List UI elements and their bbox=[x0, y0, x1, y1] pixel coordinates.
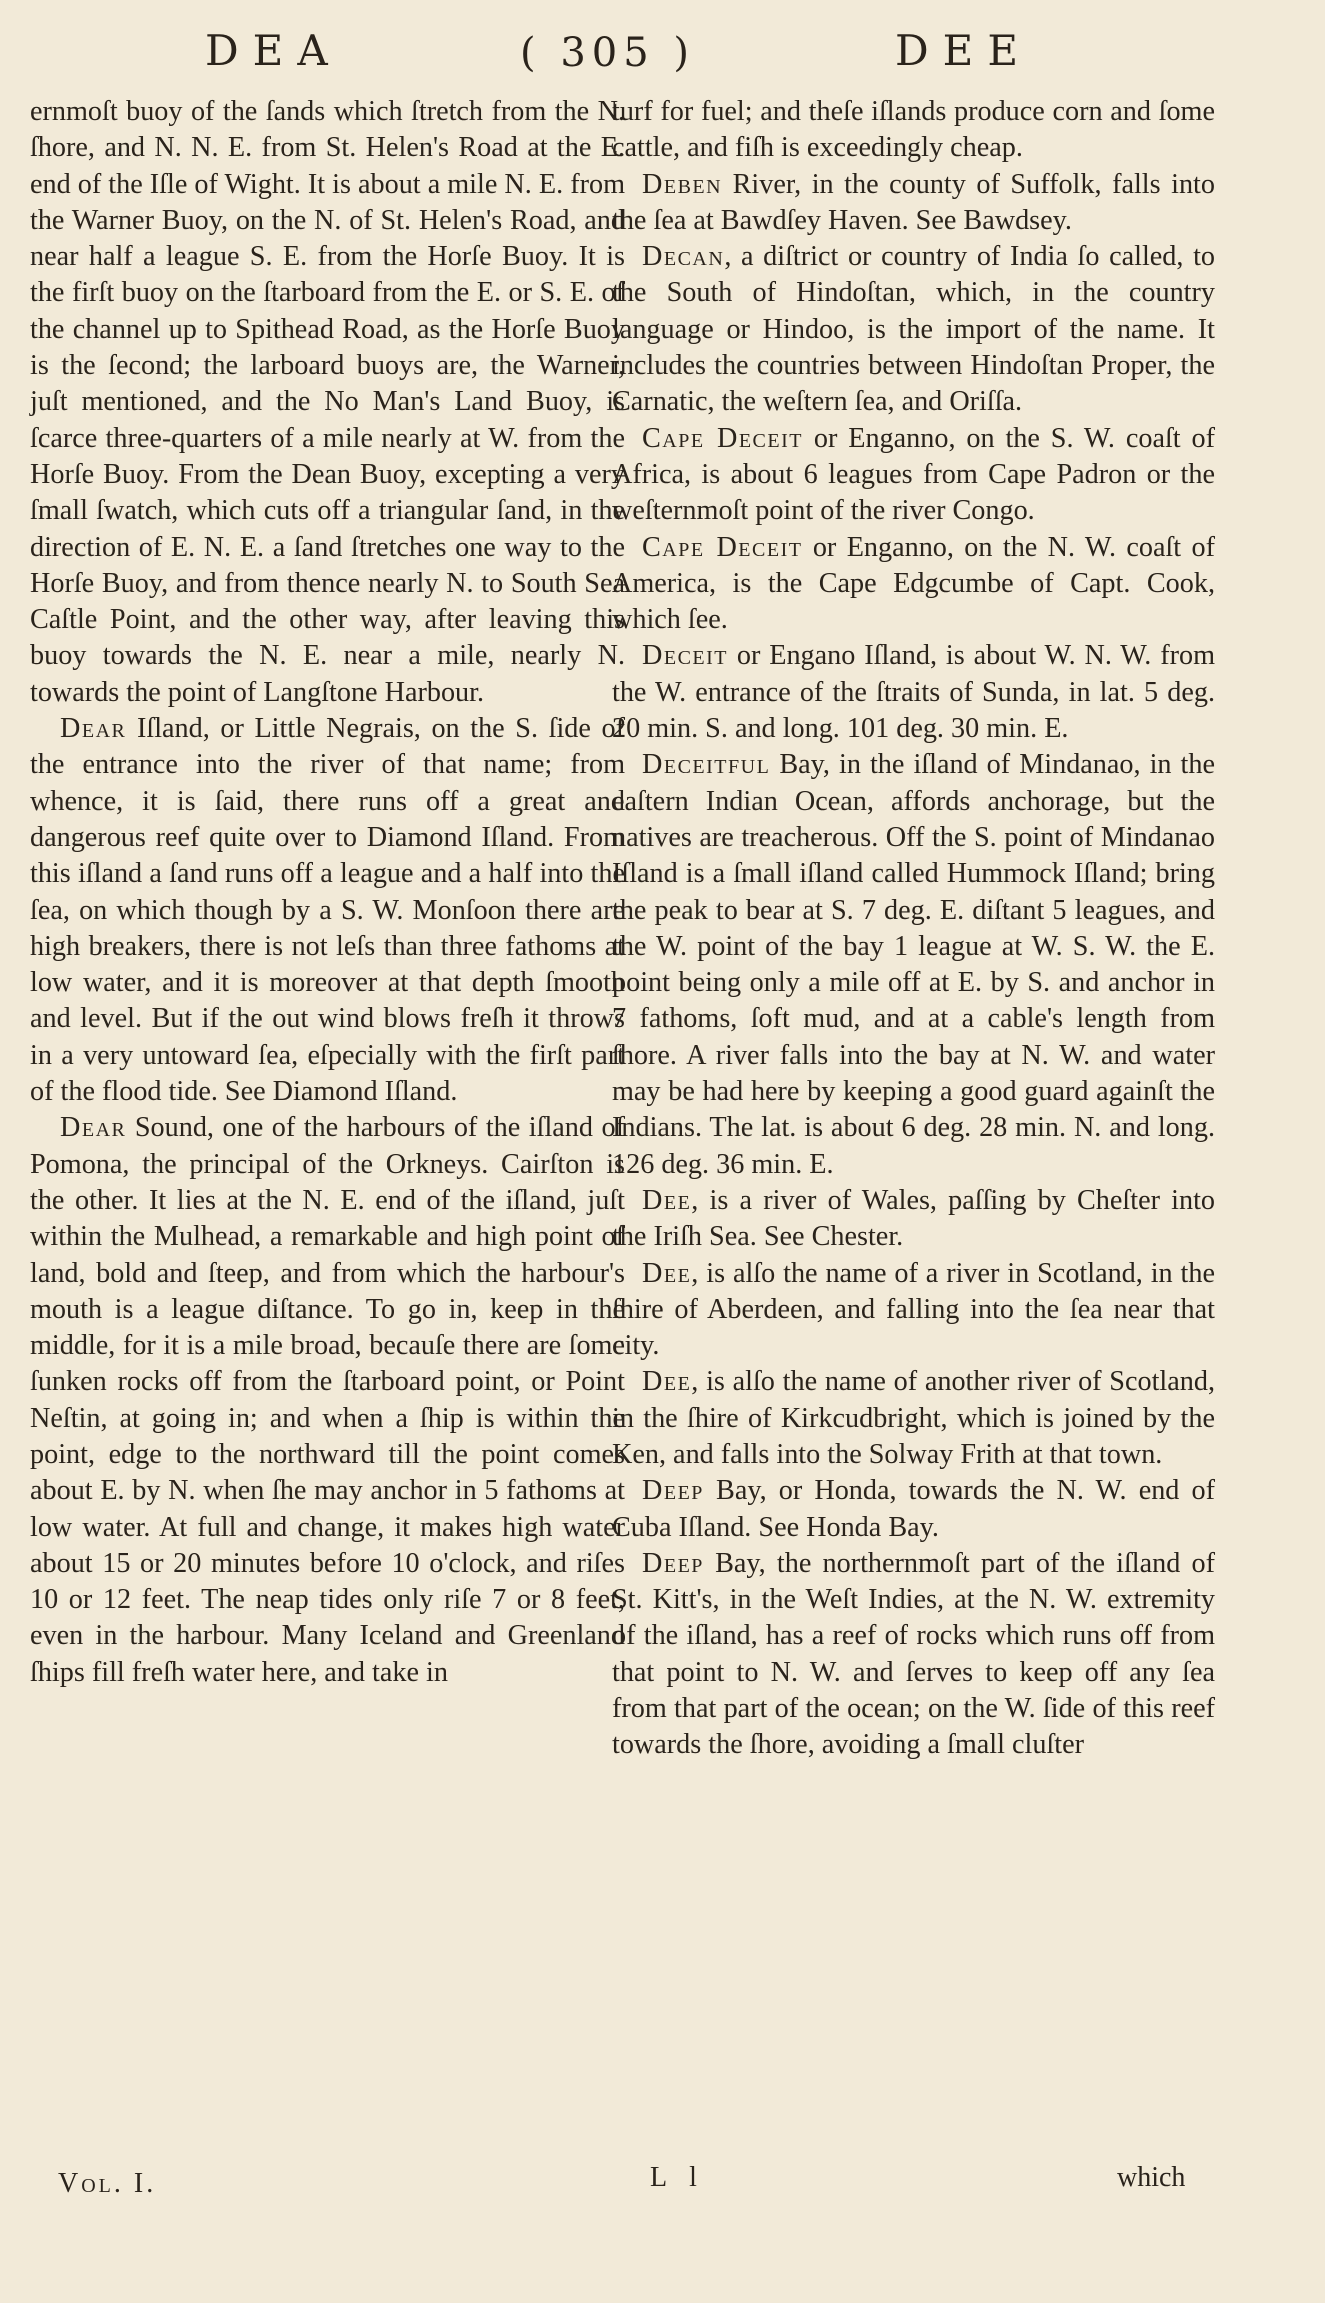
header-right-guideword: DEE bbox=[895, 26, 1032, 75]
entry-deceit-island: Deceit or Engano Iſland, is about W. N. W. from the W. entrance of the ſtraits of Sunda, in lat. 5 deg. 20 min. S. and long. 101 deg. 30 min. E. bbox=[612, 640, 1215, 745]
left-column bbox=[30, 94, 625, 1691]
entry-headword: Deceit bbox=[642, 640, 729, 672]
entry-dee-wales: Dee, is a river of Wales, paſſing by Cheſter into the Iriſh Sea. See Chester. bbox=[612, 1184, 1215, 1253]
entry-dear-island: Dear Iſland, or Little Negrais, on the S. ſide of the entrance into the river of that name; from whence, it is ſaid, there runs off a great and dangerous reef quite over to Diamond Iſland. From this iſland a ſand runs off a league and a half into the ſea, on which though by a S. W. Monſoon there are high breakers, there is not leſs than three fathoms at low water, and it is moreover at that depth ſmooth and level. But if the out wind blows freſh it throws in a very untoward ſea, eſpecially with the firſt part of the flood tide. See Diamond Iſland. bbox=[30, 713, 625, 1108]
entry-headword: Cape Deceit bbox=[642, 422, 803, 454]
entry-headword: Deceitful bbox=[642, 749, 771, 781]
entry-headword: Decan bbox=[642, 241, 725, 273]
page-footer bbox=[0, 2162, 1325, 2208]
entry-headword: Cape Deceit bbox=[642, 531, 803, 563]
entry-headword: Dee bbox=[642, 1366, 692, 1398]
entry-decan: Decan, a diſtrict or country of India ſo called, to the South of Hindoſtan, which, in the country language or Hindoo, is the import of the name. It includes the countries between Hindoſtan Proper, the Carnatic, the weſtern ſea, and Oriſſa. bbox=[612, 241, 1215, 418]
page-number: ( 305 ) bbox=[520, 30, 695, 76]
entry-headword: Deep bbox=[642, 1547, 704, 1579]
entry-dee-aberdeen: Dee, is alſo the name of a river in Scotland, in the ſhire of Aberdeen, and falling into the ſea near that city. bbox=[612, 1257, 1215, 1362]
entry-dee-kirkcudbright: Dee, is alſo the name of another river of Scotland, in the ſhire of Kirkcudbright, which is joined by the Ken, and falls into the Solway Frith at that town. bbox=[612, 1366, 1215, 1470]
entry-headword: Dee bbox=[642, 1257, 692, 1289]
entry-deep-bay-st-kitts: Deep Bay, the northernmoſt part of the iſland of St. Kitt's, in the Weſt Indies, at the N. W. extremity of the iſland, has a reef of rocks which runs off from that point to N. W. and ſerves to keep off any ſea from that part of the ocean; on the W. ſide of this reef towards the ſhore, avoiding a ſmall cluſter bbox=[612, 1547, 1215, 1761]
catchword: which bbox=[1117, 2162, 1186, 2193]
entry-cape-deceit-africa: Cape Deceit or Enganno, on the S. W. coaſt of Africa, is about 6 leagues from Cape Padron or the weſternmoſt point of the river Congo. bbox=[612, 422, 1215, 527]
entry-dear-sound: Dear Sound, one of the harbours of the iſland of Pomona, the principal of the Orkneys. Cairſton is the other. It lies at the N. E. end of the iſland, juſt within the Mulhead, a remarkable and high point of land, bold and ſteep, and from which the harbour's mouth is a league diſtance. To go in, keep in the middle, for it is a mile broad, becauſe there are ſome ſunken rocks off from the ſtarboard point, or Point Neſtin, at going in; and when a ſhip is within the point, edge to the northward till the point comes about E. by N. when ſhe may anchor in 5 fathoms at low water. At full and change, it makes high water about 15 or 20 minutes before 10 o'clock, and riſes 10 or 12 feet. The neap tides only riſe 7 or 8 feet, even in the harbour. Many Iceland and Greenland ſhips fill freſh water here, and take in bbox=[30, 1112, 625, 1688]
running-header bbox=[0, 22, 1325, 82]
header-left-guideword: DEA bbox=[205, 26, 342, 75]
entry-deben-river: Deben River, in the county of Suffolk, falls into the ſea at Bawdſey Haven. See Bawdsey. bbox=[612, 168, 1215, 236]
entry-deep-bay-cuba: Deep Bay, or Honda, towards the N. W. end of Cuba Iſland. See Honda Bay. bbox=[612, 1475, 1215, 1543]
entry-continuation: ernmoſt buoy of the ſands which ſtretch from the N. ſhore, and N. N. E. from St. Helen's Road at the E. end of the Iſle of Wight. It is about a mile N. E. from the Warner Buoy, on the N. of St. Helen's Road, and near half a league S. E. from the Horſe Buoy. It is the firſt buoy on the ſtarboard from the E. or S. E. of the channel up to Spithead Road, as the Horſe Buoy is the ſecond; the larboard buoys are, the Warner, juſt mentioned, and the No Man's Land Buoy, is ſcarce three-quarters of a mile nearly at W. from the Horſe Buoy. From the Dean Buoy, excepting a very ſmall ſwatch, which cuts off a triangular ſand, in the direction of E. N. E. a ſand ſtretches one way to the Horſe Buoy, and from thence nearly N. to South Sea Caſtle Point, and the other way, after leaving this buoy towards the N. E. near a mile, nearly N. towards the point of Langſtone Harbour. bbox=[30, 96, 625, 708]
entry-deceitful-bay: Deceitful Bay, in the iſland of Mindanao, in the eaſtern Indian Ocean, affords anchorage, but the natives are treacherous. Off the S. point of Mindanao Iſland is a ſmall iſland called Hummock Iſland; bring the peak to bear at S. 7 deg. E. diſtant 5 leagues, and the W. point of the bay 1 league at W. S. W. the E. point being only a mile off at E. by S. and anchor in 7 fathoms, ſoft mud, and at a cable's length from ſhore. A river falls into the bay at N. W. and water may be had here by keeping a good guard againſt the Indians. The lat. is about 6 deg. 28 min. N. and long. 126 deg. 36 min. E. bbox=[612, 749, 1215, 1180]
entry-headword: Dear bbox=[60, 1112, 127, 1144]
entry-headword: Deep bbox=[642, 1475, 704, 1507]
entry-headword: Dee bbox=[642, 1184, 692, 1216]
entry-cape-deceit-america: Cape Deceit or Enganno, on the N. W. coaſt of America, is the Cape Edgcumbe of Capt. Cook, which ſee. bbox=[612, 531, 1215, 636]
right-column bbox=[612, 94, 1215, 1764]
signature-mark: L l bbox=[650, 2162, 705, 2193]
entry-headword: Deben bbox=[642, 168, 723, 200]
entry-continuation: turf for fuel; and theſe iſlands produce corn and ſome cattle, and fiſh is exceedingly cheap. bbox=[612, 96, 1215, 164]
entry-headword: Dear bbox=[60, 713, 127, 745]
volume-mark: Vol. I. bbox=[58, 2168, 157, 2199]
